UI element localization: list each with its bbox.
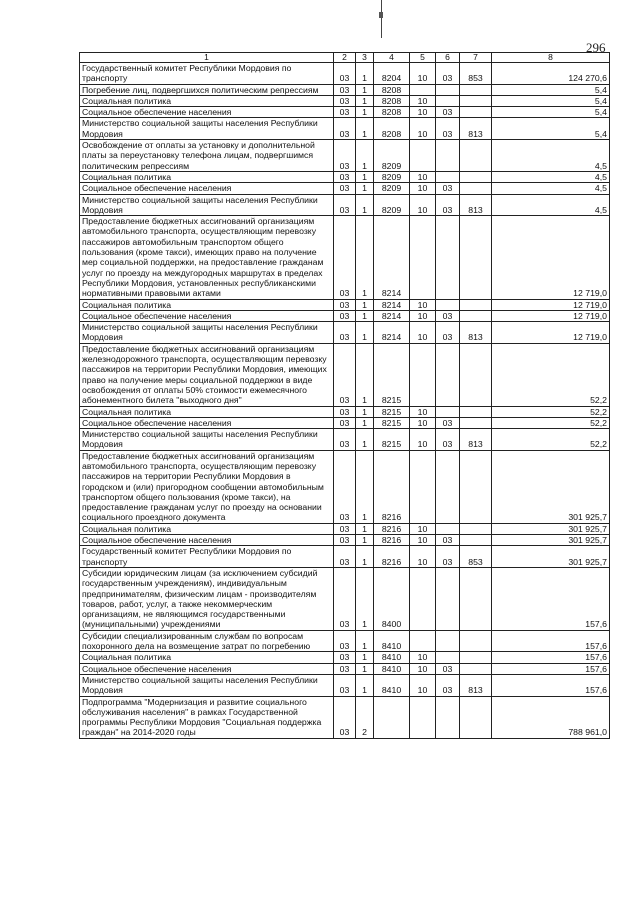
- table-row: [80, 406, 610, 417]
- row-name-cell: Социальная политика: [80, 299, 334, 310]
- code-cell-2: 03: [334, 63, 356, 85]
- code-cell-6: [436, 406, 460, 417]
- code-cell-3: 1: [356, 194, 374, 216]
- code-cell-5: 10: [410, 663, 436, 674]
- code-cell-6: 03: [436, 107, 460, 118]
- code-cell-7: [460, 216, 492, 299]
- code-cell-3: 1: [356, 118, 374, 140]
- table-row: [80, 63, 610, 85]
- code-cell-4: 8215: [374, 429, 410, 451]
- code-cell-6: 03: [436, 535, 460, 546]
- column-header: 5: [410, 53, 436, 63]
- amount-cell: 157,6: [492, 663, 610, 674]
- table-row: [80, 140, 610, 172]
- code-cell-3: 1: [356, 84, 374, 95]
- code-cell-7: [460, 630, 492, 652]
- code-cell-6: [436, 216, 460, 299]
- code-cell-7: [460, 696, 492, 738]
- table-row: [80, 417, 610, 428]
- code-cell-7: 813: [460, 674, 492, 696]
- code-cell-7: [460, 310, 492, 321]
- code-cell-3: 1: [356, 322, 374, 344]
- code-cell-4: 8216: [374, 450, 410, 523]
- table-row: [80, 663, 610, 674]
- row-name-cell: Субсидии юридическим лицам (за исключением субсидий государственным учреждениям), индивидуальным предпринимателям, физическим лицам - производителям товаров, работ, услуг, а также некоммерческим организациям, не являющимся государственными (муниципальными) учреждениями: [80, 567, 334, 630]
- code-cell-5: 10: [410, 194, 436, 216]
- code-cell-6: [436, 95, 460, 106]
- code-cell-2: 03: [334, 663, 356, 674]
- code-cell-6: 03: [436, 183, 460, 194]
- code-cell-2: 03: [334, 95, 356, 106]
- code-cell-7: [460, 417, 492, 428]
- code-cell-2: 03: [334, 84, 356, 95]
- code-cell-4: 8215: [374, 343, 410, 406]
- row-name-cell: Социальное обеспечение населения: [80, 417, 334, 428]
- code-cell-7: 813: [460, 429, 492, 451]
- code-cell-3: 1: [356, 546, 374, 568]
- table-row: [80, 310, 610, 321]
- code-cell-2: 03: [334, 171, 356, 182]
- code-cell-3: 1: [356, 107, 374, 118]
- code-cell-4: [374, 696, 410, 738]
- code-cell-4: 8214: [374, 216, 410, 299]
- code-cell-7: [460, 140, 492, 172]
- code-cell-3: 1: [356, 140, 374, 172]
- code-cell-5: 10: [410, 95, 436, 106]
- column-header: 3: [356, 53, 374, 63]
- row-name-cell: Субсидии специализированным службам по вопросам похоронного дела на возмещение затрат по погребению: [80, 630, 334, 652]
- code-cell-3: 1: [356, 429, 374, 451]
- table-row: [80, 171, 610, 182]
- code-cell-7: [460, 299, 492, 310]
- code-cell-6: [436, 630, 460, 652]
- page-number: 296: [586, 40, 606, 55]
- code-cell-2: 03: [334, 216, 356, 299]
- table-row: [80, 216, 610, 299]
- amount-cell: 301 925,7: [492, 450, 610, 523]
- code-cell-5: 10: [410, 63, 436, 85]
- amount-cell: 4,5: [492, 171, 610, 182]
- code-cell-5: [410, 343, 436, 406]
- code-cell-7: 813: [460, 322, 492, 344]
- column-header: 1: [80, 53, 334, 63]
- code-cell-7: 813: [460, 194, 492, 216]
- code-cell-2: 03: [334, 535, 356, 546]
- table-row: [80, 322, 610, 344]
- amount-cell: 301 925,7: [492, 523, 610, 534]
- code-cell-3: 1: [356, 567, 374, 630]
- table-row: [80, 674, 610, 696]
- row-name-cell: Социальная политика: [80, 406, 334, 417]
- amount-cell: 5,4: [492, 84, 610, 95]
- code-cell-4: 8214: [374, 310, 410, 321]
- column-header: 6: [436, 53, 460, 63]
- code-cell-6: 03: [436, 322, 460, 344]
- table-row: [80, 107, 610, 118]
- row-name-cell: Государственный комитет Республики Мордовия по транспорту: [80, 63, 334, 85]
- amount-cell: 12 719,0: [492, 299, 610, 310]
- table-row: [80, 299, 610, 310]
- code-cell-2: 03: [334, 194, 356, 216]
- code-cell-7: [460, 343, 492, 406]
- code-cell-2: 03: [334, 183, 356, 194]
- amount-cell: 4,5: [492, 183, 610, 194]
- row-name-cell: Погребение лиц, подвергшихся политическим репрессиям: [80, 84, 334, 95]
- column-header: 8: [492, 53, 610, 63]
- code-cell-7: [460, 107, 492, 118]
- amount-cell: 157,6: [492, 652, 610, 663]
- code-cell-5: 10: [410, 118, 436, 140]
- code-cell-4: 8410: [374, 630, 410, 652]
- amount-cell: 52,2: [492, 429, 610, 451]
- table-row: [80, 343, 610, 406]
- code-cell-2: 03: [334, 406, 356, 417]
- row-name-cell: Министерство социальной защиты населения Республики Мордовия: [80, 118, 334, 140]
- code-cell-4: 8208: [374, 107, 410, 118]
- table-row: [80, 630, 610, 652]
- code-cell-3: 1: [356, 216, 374, 299]
- row-name-cell: Социальная политика: [80, 171, 334, 182]
- code-cell-4: 8209: [374, 140, 410, 172]
- amount-cell: 788 961,0: [492, 696, 610, 738]
- code-cell-7: [460, 450, 492, 523]
- row-name-cell: Социальное обеспечение населения: [80, 310, 334, 321]
- row-name-cell: Социальное обеспечение населения: [80, 183, 334, 194]
- code-cell-4: 8216: [374, 535, 410, 546]
- amount-cell: 4,5: [492, 194, 610, 216]
- code-cell-3: 1: [356, 406, 374, 417]
- code-cell-3: 1: [356, 183, 374, 194]
- code-cell-5: [410, 696, 436, 738]
- code-cell-3: 1: [356, 171, 374, 182]
- code-cell-6: [436, 299, 460, 310]
- code-cell-3: 1: [356, 523, 374, 534]
- table-row: [80, 429, 610, 451]
- code-cell-6: 03: [436, 674, 460, 696]
- code-cell-4: 8410: [374, 674, 410, 696]
- code-cell-2: 03: [334, 523, 356, 534]
- code-cell-5: 10: [410, 674, 436, 696]
- code-cell-2: 03: [334, 322, 356, 344]
- code-cell-4: 8208: [374, 95, 410, 106]
- table-row: [80, 183, 610, 194]
- code-cell-6: 03: [436, 546, 460, 568]
- code-cell-4: 8208: [374, 84, 410, 95]
- code-cell-7: [460, 663, 492, 674]
- table-row: [80, 84, 610, 95]
- code-cell-3: 1: [356, 663, 374, 674]
- code-cell-2: 03: [334, 429, 356, 451]
- code-cell-4: 8216: [374, 523, 410, 534]
- code-cell-5: [410, 567, 436, 630]
- code-cell-4: 8209: [374, 171, 410, 182]
- code-cell-3: 1: [356, 299, 374, 310]
- code-cell-5: 10: [410, 535, 436, 546]
- code-cell-3: 1: [356, 417, 374, 428]
- code-cell-7: [460, 652, 492, 663]
- code-cell-3: 1: [356, 535, 374, 546]
- code-cell-5: [410, 450, 436, 523]
- code-cell-2: 03: [334, 546, 356, 568]
- scan-artifact-line: [381, 0, 382, 38]
- code-cell-4: 8215: [374, 406, 410, 417]
- amount-cell: 5,4: [492, 95, 610, 106]
- row-name-cell: Социальное обеспечение населения: [80, 107, 334, 118]
- code-cell-3: 2: [356, 696, 374, 738]
- code-cell-7: 853: [460, 546, 492, 568]
- row-name-cell: Социальная политика: [80, 95, 334, 106]
- code-cell-7: [460, 183, 492, 194]
- code-cell-4: 8208: [374, 118, 410, 140]
- code-cell-4: 8216: [374, 546, 410, 568]
- code-cell-7: [460, 567, 492, 630]
- code-cell-6: [436, 450, 460, 523]
- row-name-cell: Министерство социальной защиты населения Республики Мордовия: [80, 674, 334, 696]
- code-cell-6: 03: [436, 663, 460, 674]
- column-header: 2: [334, 53, 356, 63]
- code-cell-6: 03: [436, 417, 460, 428]
- code-cell-4: 8400: [374, 567, 410, 630]
- code-cell-2: 03: [334, 417, 356, 428]
- code-cell-4: 8410: [374, 663, 410, 674]
- code-cell-2: 03: [334, 107, 356, 118]
- code-cell-5: 10: [410, 429, 436, 451]
- code-cell-6: 03: [436, 429, 460, 451]
- amount-cell: 5,4: [492, 107, 610, 118]
- amount-cell: 52,2: [492, 417, 610, 428]
- code-cell-7: [460, 535, 492, 546]
- amount-cell: 5,4: [492, 118, 610, 140]
- amount-cell: 52,2: [492, 406, 610, 417]
- code-cell-4: 8215: [374, 417, 410, 428]
- code-cell-4: 8209: [374, 194, 410, 216]
- code-cell-7: 853: [460, 63, 492, 85]
- table-row: [80, 546, 610, 568]
- code-cell-2: 03: [334, 696, 356, 738]
- code-cell-5: 10: [410, 406, 436, 417]
- code-cell-5: [410, 84, 436, 95]
- code-cell-5: [410, 216, 436, 299]
- budget-table: [79, 52, 610, 739]
- code-cell-2: 03: [334, 310, 356, 321]
- code-cell-6: [436, 140, 460, 172]
- code-cell-7: [460, 171, 492, 182]
- code-cell-2: 03: [334, 630, 356, 652]
- table-header-row: [80, 53, 610, 63]
- row-name-cell: Социальная политика: [80, 652, 334, 663]
- table-row: [80, 95, 610, 106]
- row-name-cell: Министерство социальной защиты населения Республики Мордовия: [80, 322, 334, 344]
- code-cell-3: 1: [356, 652, 374, 663]
- code-cell-6: [436, 567, 460, 630]
- code-cell-4: 8209: [374, 183, 410, 194]
- row-name-cell: Подпрограмма "Модернизация и развитие социального обслуживания населения" в рамках Государственной программы Республики Мордовия "Социальная поддержка граждан" на 2014-2020 годы: [80, 696, 334, 738]
- code-cell-5: 10: [410, 546, 436, 568]
- column-header: 4: [374, 53, 410, 63]
- code-cell-5: 10: [410, 299, 436, 310]
- amount-cell: 52,2: [492, 343, 610, 406]
- row-name-cell: Освобождение от оплаты за установку и дополнительной платы за переустановку телефона лицам, подвергшимся политическим репрессиям: [80, 140, 334, 172]
- table-row: [80, 696, 610, 738]
- code-cell-2: 03: [334, 652, 356, 663]
- row-name-cell: Социальное обеспечение населения: [80, 535, 334, 546]
- code-cell-3: 1: [356, 95, 374, 106]
- amount-cell: 124 270,6: [492, 63, 610, 85]
- row-name-cell: Предоставление бюджетных ассигнований организациям железнодорожного транспорта, осуществляющим перевозку пассажиров на территории Республики Мордовия, имеющих право на получение меры социальной поддержки в виде освобождения от оплаты 50% стоимости ежемесячного абонементного билета "выходного дня": [80, 343, 334, 406]
- row-name-cell: Министерство социальной защиты населения Республики Мордовия: [80, 194, 334, 216]
- code-cell-6: [436, 343, 460, 406]
- code-cell-6: 03: [436, 194, 460, 216]
- code-cell-2: 03: [334, 567, 356, 630]
- amount-cell: 12 719,0: [492, 322, 610, 344]
- code-cell-4: 8410: [374, 652, 410, 663]
- code-cell-2: 03: [334, 118, 356, 140]
- code-cell-5: 10: [410, 652, 436, 663]
- code-cell-5: 10: [410, 107, 436, 118]
- table-row: [80, 652, 610, 663]
- code-cell-4: 8214: [374, 299, 410, 310]
- amount-cell: 301 925,7: [492, 535, 610, 546]
- code-cell-3: 1: [356, 343, 374, 406]
- code-cell-3: 1: [356, 310, 374, 321]
- code-cell-3: 1: [356, 674, 374, 696]
- code-cell-5: [410, 140, 436, 172]
- code-cell-7: 813: [460, 118, 492, 140]
- row-name-cell: Социальное обеспечение населения: [80, 663, 334, 674]
- amount-cell: 157,6: [492, 630, 610, 652]
- code-cell-7: [460, 406, 492, 417]
- code-cell-2: 03: [334, 674, 356, 696]
- code-cell-3: 1: [356, 630, 374, 652]
- table-row: [80, 523, 610, 534]
- code-cell-3: 1: [356, 63, 374, 85]
- code-cell-2: 03: [334, 450, 356, 523]
- code-cell-5: [410, 630, 436, 652]
- code-cell-6: [436, 84, 460, 95]
- code-cell-5: 10: [410, 523, 436, 534]
- column-header: 7: [460, 53, 492, 63]
- code-cell-2: 03: [334, 140, 356, 172]
- code-cell-5: 10: [410, 183, 436, 194]
- amount-cell: 157,6: [492, 567, 610, 630]
- code-cell-5: 10: [410, 322, 436, 344]
- code-cell-6: [436, 523, 460, 534]
- code-cell-5: 10: [410, 310, 436, 321]
- code-cell-4: 8214: [374, 322, 410, 344]
- row-name-cell: Предоставление бюджетных ассигнований организациям автомобильного транспорта, осуществляющим перевозку пассажиров на территории Республики Мордовия в городском и (или) пригородном сообщении автомобильным транспортом общего пользования (кроме такси), на предоставление гражданам услуг по проезду на основании социального проездного документа: [80, 450, 334, 523]
- scan-artifact-mark: [379, 12, 383, 18]
- code-cell-6: 03: [436, 118, 460, 140]
- code-cell-6: 03: [436, 63, 460, 85]
- code-cell-7: [460, 84, 492, 95]
- amount-cell: 12 719,0: [492, 310, 610, 321]
- code-cell-7: [460, 523, 492, 534]
- code-cell-5: 10: [410, 417, 436, 428]
- table-row: [80, 194, 610, 216]
- code-cell-3: 1: [356, 450, 374, 523]
- code-cell-6: [436, 171, 460, 182]
- amount-cell: 301 925,7: [492, 546, 610, 568]
- table-row: [80, 450, 610, 523]
- code-cell-6: [436, 696, 460, 738]
- code-cell-2: 03: [334, 343, 356, 406]
- table-row: [80, 118, 610, 140]
- amount-cell: 157,6: [492, 674, 610, 696]
- code-cell-6: 03: [436, 310, 460, 321]
- code-cell-6: [436, 652, 460, 663]
- table-row: [80, 567, 610, 630]
- row-name-cell: Предоставление бюджетных ассигнований организациям автомобильного транспорта, осуществляющим перевозку пассажиров автомобильным транспортом общего пользования (кроме такси), имеющих право на получение мер социальной поддержки, на предоставление гражданам услуг по проезду на междугородных маршрутах в пределах Республики Мордовия, установленных республиканскими нормативными правовыми актами: [80, 216, 334, 299]
- row-name-cell: Министерство социальной защиты населения Республики Мордовия: [80, 429, 334, 451]
- code-cell-5: 10: [410, 171, 436, 182]
- amount-cell: 4,5: [492, 140, 610, 172]
- code-cell-2: 03: [334, 299, 356, 310]
- row-name-cell: Государственный комитет Республики Мордовия по транспорту: [80, 546, 334, 568]
- code-cell-4: 8204: [374, 63, 410, 85]
- table-row: [80, 535, 610, 546]
- row-name-cell: Социальная политика: [80, 523, 334, 534]
- amount-cell: 12 719,0: [492, 216, 610, 299]
- code-cell-7: [460, 95, 492, 106]
